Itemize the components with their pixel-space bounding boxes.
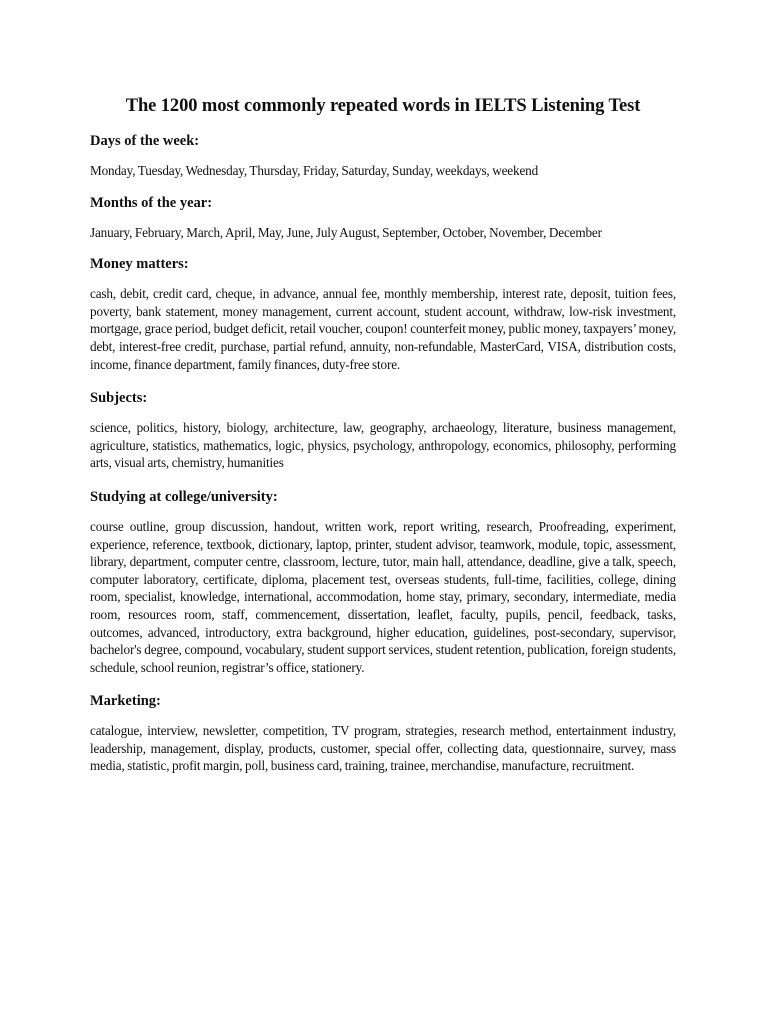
section-text: science, politics, history, biology, architecture, law, geography, archaeology, literature, business management, agriculture, statistics, mathematics, logic, physics, psychology, anthropology, economics, philosophy, performing arts, visual arts, chemistry, humanities <box>90 420 676 471</box>
section-months-of-year <box>90 194 676 242</box>
section-text: cash, debit, credit card, cheque, in advance, annual fee, monthly membership, interest rate, deposit, tuition fees, poverty, bank statement, money management, current account, student account, withdraw, low-risk investment, mortgage, grace period, budget deficit, retail voucher, coupon! counterfeit money, public money, taxpayers’ money, debt, interest-free credit, purchase, partial refund, annuity, non-refundable, MasterCard, VISA, distribution costs, income, finance department, family finances, duty-free store. <box>90 286 676 372</box>
section-heading: Months of the year: <box>90 194 213 211</box>
section-heading: Marketing: <box>90 693 161 710</box>
section-heading: Days of the week: <box>90 133 200 149</box>
section-heading: Money matters: <box>90 256 189 273</box>
section-text: January, February, March, April, May, June, July August, September, October, November, December <box>90 224 602 240</box>
section-text: catalogue, interview, newsletter, competition, TV program, strategies, research method, entertainment industry, leadership, management, display, products, customer, special offer, collecting data, questionnaire, survey, mass media, statistic, profit margin, poll, business card, training, trainee, merchandise, manufacture, recruitment. <box>90 723 676 774</box>
document-page <box>90 94 676 789</box>
section-studying <box>90 488 676 676</box>
section-days-of-week <box>90 132 676 180</box>
section-text: Monday, Tuesday, Wednesday, Thursday, Friday, Saturday, Sunday, weekdays, weekend <box>90 163 539 178</box>
section-marketing <box>90 692 676 775</box>
section-heading: Studying at college/university: <box>90 488 278 505</box>
section-heading: Subjects: <box>90 390 148 407</box>
section-text: course outline, group discussion, handout, written work, report writing, research, Proofreading, experiment, experience, reference, textbook, dictionary, laptop, printer, student advisor, teamwork, module, topic, assessment, library, department, computer centre, classroom, lecture, tutor, main hall, attendance, deadline, give a talk, speech, computer laboratory, certificate, diploma, placement test, overseas students, full-time, facilities, college, dining room, specialist, knowledge, international, accommodation, home stay, primary, secondary, intermediate, media room, resources room, staff, commencement, dissertation, leaflet, faculty, pupils, pencil, feedback, tasks, outcomes, advanced, introductory, extra background, higher education, guidelines, post-secondary, supervisor, bachelor's degree, compound, vocabulary, student support services, student retention, publication, foreign students, schedule, school reunion, registrar’s office, stationery. <box>90 518 676 675</box>
document-title: The 1200 most commonly repeated words in IELTS Listening Test <box>125 96 641 116</box>
section-money-matters <box>90 255 676 373</box>
section-subjects <box>90 389 676 472</box>
